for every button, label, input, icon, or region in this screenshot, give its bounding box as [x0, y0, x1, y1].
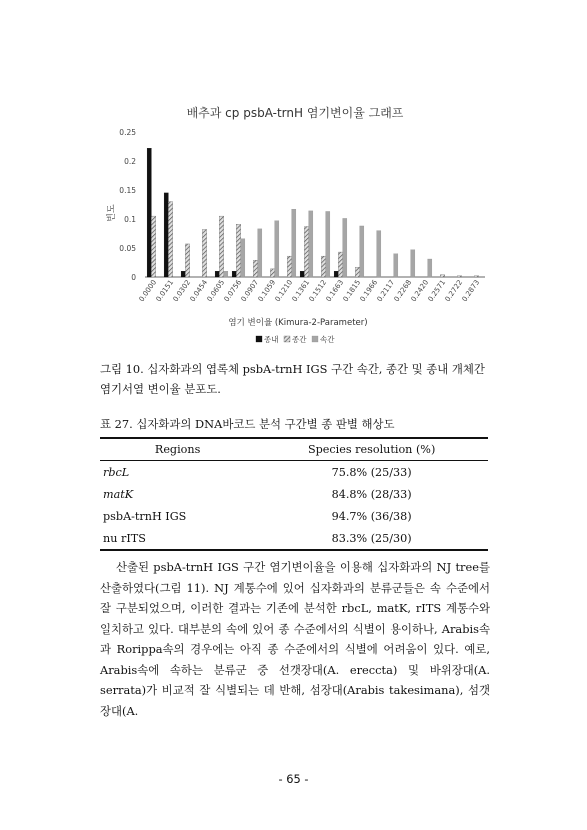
bar-종간 — [287, 256, 291, 277]
bar-종내 — [215, 271, 219, 277]
x-tick-label: 0.1210 — [273, 278, 295, 304]
resolution-cell: 84.8% (28/33) — [331, 487, 412, 501]
legend-swatch — [256, 336, 262, 342]
page-number: - 65 - — [278, 772, 309, 786]
x-tick-label: 0.2420 — [409, 278, 431, 304]
resolution-cell: 83.3% (25/30) — [255, 527, 488, 550]
x-tick-label: 0.0756 — [222, 278, 244, 304]
x-tick-label: 0.1059 — [256, 278, 278, 304]
x-tick-label: 0.2873 — [460, 278, 482, 304]
bar-속간 — [309, 211, 313, 277]
x-tick-label: 0.2268 — [392, 278, 414, 304]
header-resolution: Species resolution (%) — [255, 438, 488, 461]
bar-종간 — [151, 216, 155, 277]
resolution-cell: 94.7% (36/38) — [331, 509, 412, 523]
bar-종내 — [181, 271, 185, 277]
bar-속간 — [343, 218, 347, 277]
resolution-cell: 75.8% (25/33) — [331, 465, 412, 479]
bar-종내 — [334, 271, 338, 277]
region-cell: rbcL — [103, 465, 130, 479]
y-tick-label: 0.15 — [119, 186, 136, 195]
bar-종내 — [232, 271, 236, 277]
bar-종간 — [185, 244, 189, 277]
x-tick-label: 0.2571 — [426, 278, 448, 304]
x-tick-label: 0.1815 — [341, 278, 363, 304]
x-tick-label: 0.1361 — [290, 278, 312, 304]
variation-bar-chart — [90, 95, 500, 350]
paragraph-text: 산출된 psbA-trnH IGS 구간 염기변이율을 이용해 십자화과의 NJ tree를 산출하였다(그림 11). NJ 계통수에 있어 십자화과의 분류군들은 속 수준에서 잘 구분되었으며, 이러한 결과는 기존에 분석한 rbcL, matK, rITS 계통수와 일치하고 있다. 대부분의 속에 있어 종 수준에서의 식별이 용이하나, Arabis속과 Rorippa속의 경우에는 아직 종 수준에서의 식별에 어려움이 있다. 예로, Arabis속에 속하는 분류군 중 선갯장대(A. ereccta) 및 바위장대(A. serrata)가 비교적 잘 식별되는 데 반해, 섬장대(Arabis takesimana), 섬갯장대(A. — [100, 560, 490, 718]
bar-속간 — [224, 271, 228, 277]
chart-title: 배추과 cp psbA-trnH 염기변이율 그래프 — [186, 106, 404, 120]
table-row — [100, 483, 488, 505]
bar-속간 — [241, 239, 245, 277]
bar-종내 — [300, 271, 304, 277]
x-tick-label: 0.2117 — [375, 278, 397, 304]
y-tick-label: 0.1 — [124, 215, 136, 224]
legend-swatch — [312, 336, 318, 342]
legend-swatch — [284, 336, 290, 342]
bar-속간 — [394, 254, 398, 277]
x-tick-label: 0.2722 — [443, 278, 465, 304]
legend-label: 종내 — [264, 335, 279, 344]
x-tick-label: 0.0302 — [171, 278, 193, 304]
table-row — [100, 527, 488, 550]
bar-속간 — [360, 226, 364, 277]
bar-종간 — [338, 252, 342, 277]
bar-종간 — [474, 276, 478, 277]
body-paragraph — [100, 557, 490, 721]
bar-속간 — [275, 221, 279, 277]
legend-label: 종간 — [292, 335, 307, 344]
bar-종간 — [457, 276, 461, 277]
bar-속간 — [292, 209, 296, 277]
bar-종간 — [270, 269, 274, 277]
table-row — [100, 505, 488, 527]
y-tick-label: 0.2 — [124, 157, 136, 166]
region-cell: nu rITS — [100, 527, 255, 550]
bar-종간 — [236, 224, 240, 277]
y-tick-label: 0.25 — [119, 128, 136, 137]
region-cell: matK — [103, 487, 134, 501]
x-tick-label: 0.1663 — [324, 278, 346, 304]
bar-종간 — [168, 202, 172, 277]
table-row — [100, 461, 488, 484]
x-tick-label: 0.1966 — [358, 278, 380, 304]
bar-종내 — [147, 148, 151, 277]
bar-종간 — [253, 260, 257, 277]
table-title: 표 27. 십자화과의 DNA바코드 분석 구간별 종 판별 해상도 — [100, 417, 395, 431]
region-cell: psbA-trnH IGS — [103, 509, 187, 523]
y-tick-label: 0.05 — [119, 244, 136, 253]
bar-종내 — [164, 193, 168, 277]
resolution-table — [100, 437, 488, 551]
bar-종간 — [355, 267, 359, 277]
bar-종간 — [304, 227, 308, 277]
x-tick-label: 0.0151 — [154, 278, 176, 304]
x-tick-label: 0.0000 — [137, 278, 159, 304]
x-tick-label: 0.0605 — [205, 278, 227, 304]
legend-label: 속간 — [320, 335, 335, 344]
bar-종간 — [440, 275, 444, 277]
bar-속간 — [411, 250, 415, 277]
bar-종간 — [321, 256, 325, 277]
y-axis-label: 빈도 — [107, 204, 117, 222]
header-regions: Regions — [100, 438, 255, 461]
bar-속간 — [258, 229, 262, 277]
bar-속간 — [326, 211, 330, 277]
x-axis-label: 염기 변이율 (Kimura-2-Parameter) — [228, 318, 368, 328]
chart-legend — [256, 334, 335, 344]
x-tick-label: 0.0454 — [188, 278, 210, 304]
bar-종간 — [202, 229, 206, 277]
bar-속간 — [428, 259, 432, 277]
x-tick-label: 0.0907 — [239, 278, 261, 304]
y-tick-label: 0 — [131, 273, 136, 282]
bar-종간 — [219, 216, 223, 277]
bar-속간 — [377, 231, 381, 277]
figure-caption: 그림 10. 십자화과의 엽록체 psbA-trnH IGS 구간 속간, 종간 및 종내 개체간 염기서열 변이율 분포도. — [100, 362, 485, 396]
x-tick-label: 0.1512 — [307, 278, 329, 304]
